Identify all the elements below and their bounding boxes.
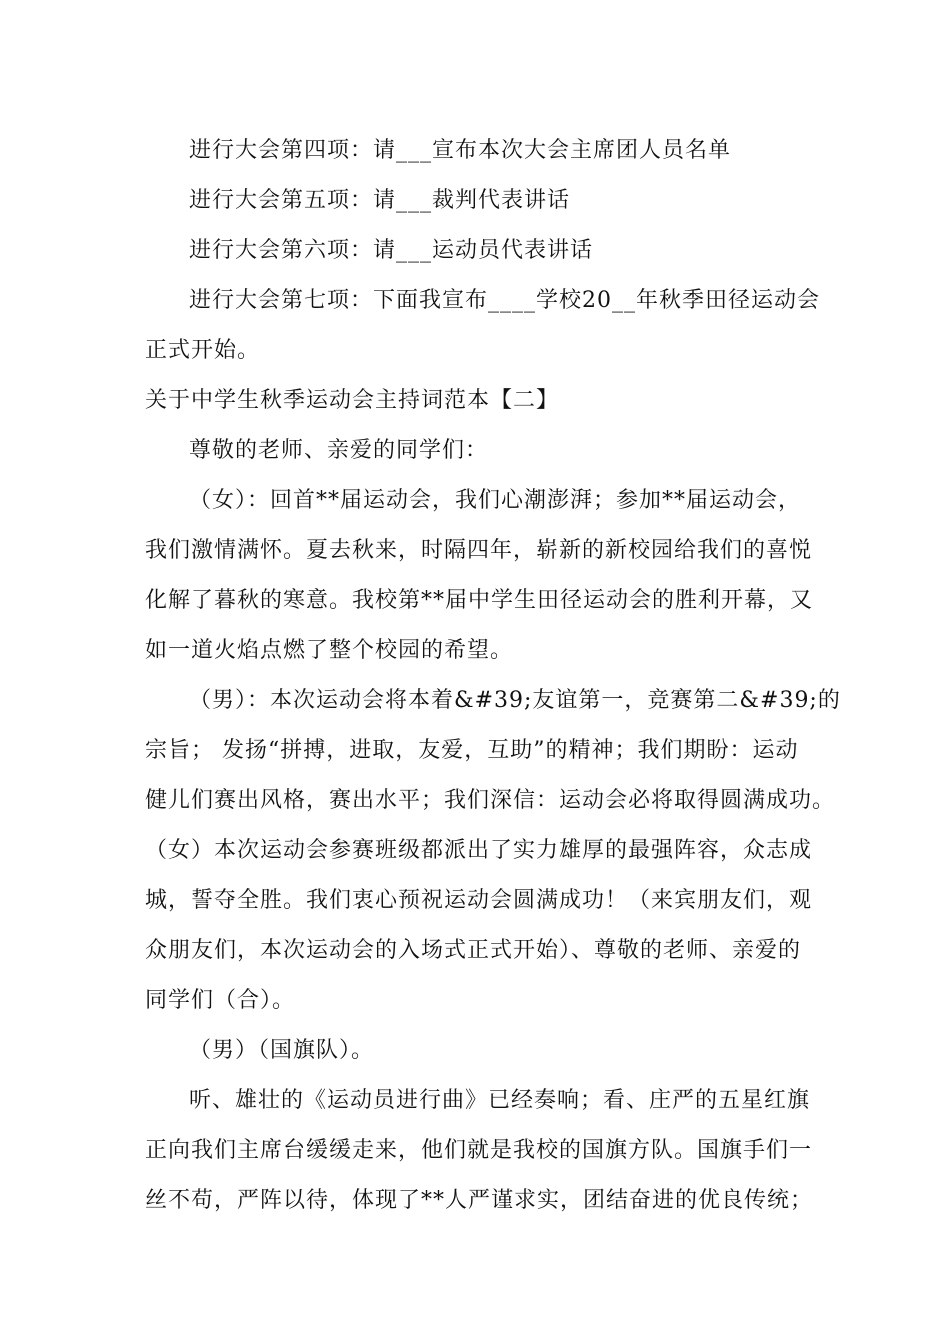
female-paragraph-2-line-3: 众朋友们，本次运动会的入场式正式开始）、尊敬的老师、亲爱的 [145,938,802,963]
female-paragraph-line-2: 我们激情满怀。夏去秋来，时隔四年，崭新的新校园给我们的喜悦 [145,538,813,563]
section-heading: 关于中学生秋季运动会主持词范本【二】 [145,388,560,413]
paragraph-item-6: 进行大会第六项：请___运动员代表讲话 [189,238,594,263]
female-paragraph-line-1: （女）：回首**届运动会，我们心潮澎湃；参加**届运动会， [189,488,802,513]
paragraph-item-4: 进行大会第四项：请___宣布本次大会主席团人员名单 [189,138,732,163]
greeting-line: 尊敬的老师、亲爱的同学们： [189,438,489,463]
male-flag-team-line: （男）（国旗队）。 [189,1038,375,1063]
male-paragraph-line-3: 健儿们赛出风格，赛出水平；我们深信：运动会必将取得圆满成功。 [145,788,836,813]
paragraph-item-7-line-2: 正式开始。 [145,338,261,363]
female-paragraph-2-line-2: 城，誓夺全胜。我们衷心预祝运动会圆满成功！（来宾朋友们，观 [145,888,813,913]
female-paragraph-line-3: 化解了暮秋的寒意。我校第**届中学生田径运动会的胜利开幕，又 [145,588,814,613]
male-paragraph-line-2: 宗旨； 发扬“拼搏，进取，友爱，互助”的精神；我们期盼：运动 [145,738,799,763]
paragraph-item-7-line-1: 进行大会第七项：下面我宣布____学校20__年秋季田径运动会 [189,288,820,313]
paragraph-item-5: 进行大会第五项：请___裁判代表讲话 [189,188,571,213]
anthem-paragraph-line-1: 听、雄壮的《运动员进行曲》已经奏响；看、庄严的五星红旗 [189,1088,811,1113]
female-paragraph-2-line-4: 同学们（合）。 [145,988,296,1013]
anthem-paragraph-line-2: 正向我们主席台缓缓走来，他们就是我校的国旗方队。国旗手们一 [145,1138,813,1163]
female-paragraph-2-line-1: （女）本次运动会参赛班级都派出了实力雄厚的最强阵容，众志成 [145,838,813,863]
female-paragraph-line-4: 如一道火焰点燃了整个校园的希望。 [145,638,514,663]
anthem-paragraph-line-3: 丝不苟，严阵以待，体现了**人严谨求实，团结奋进的优良传统； [145,1188,814,1213]
male-paragraph-line-1: （男）：本次运动会将本着&#39;友谊第一，竞赛第二&#39;的 [189,688,841,713]
